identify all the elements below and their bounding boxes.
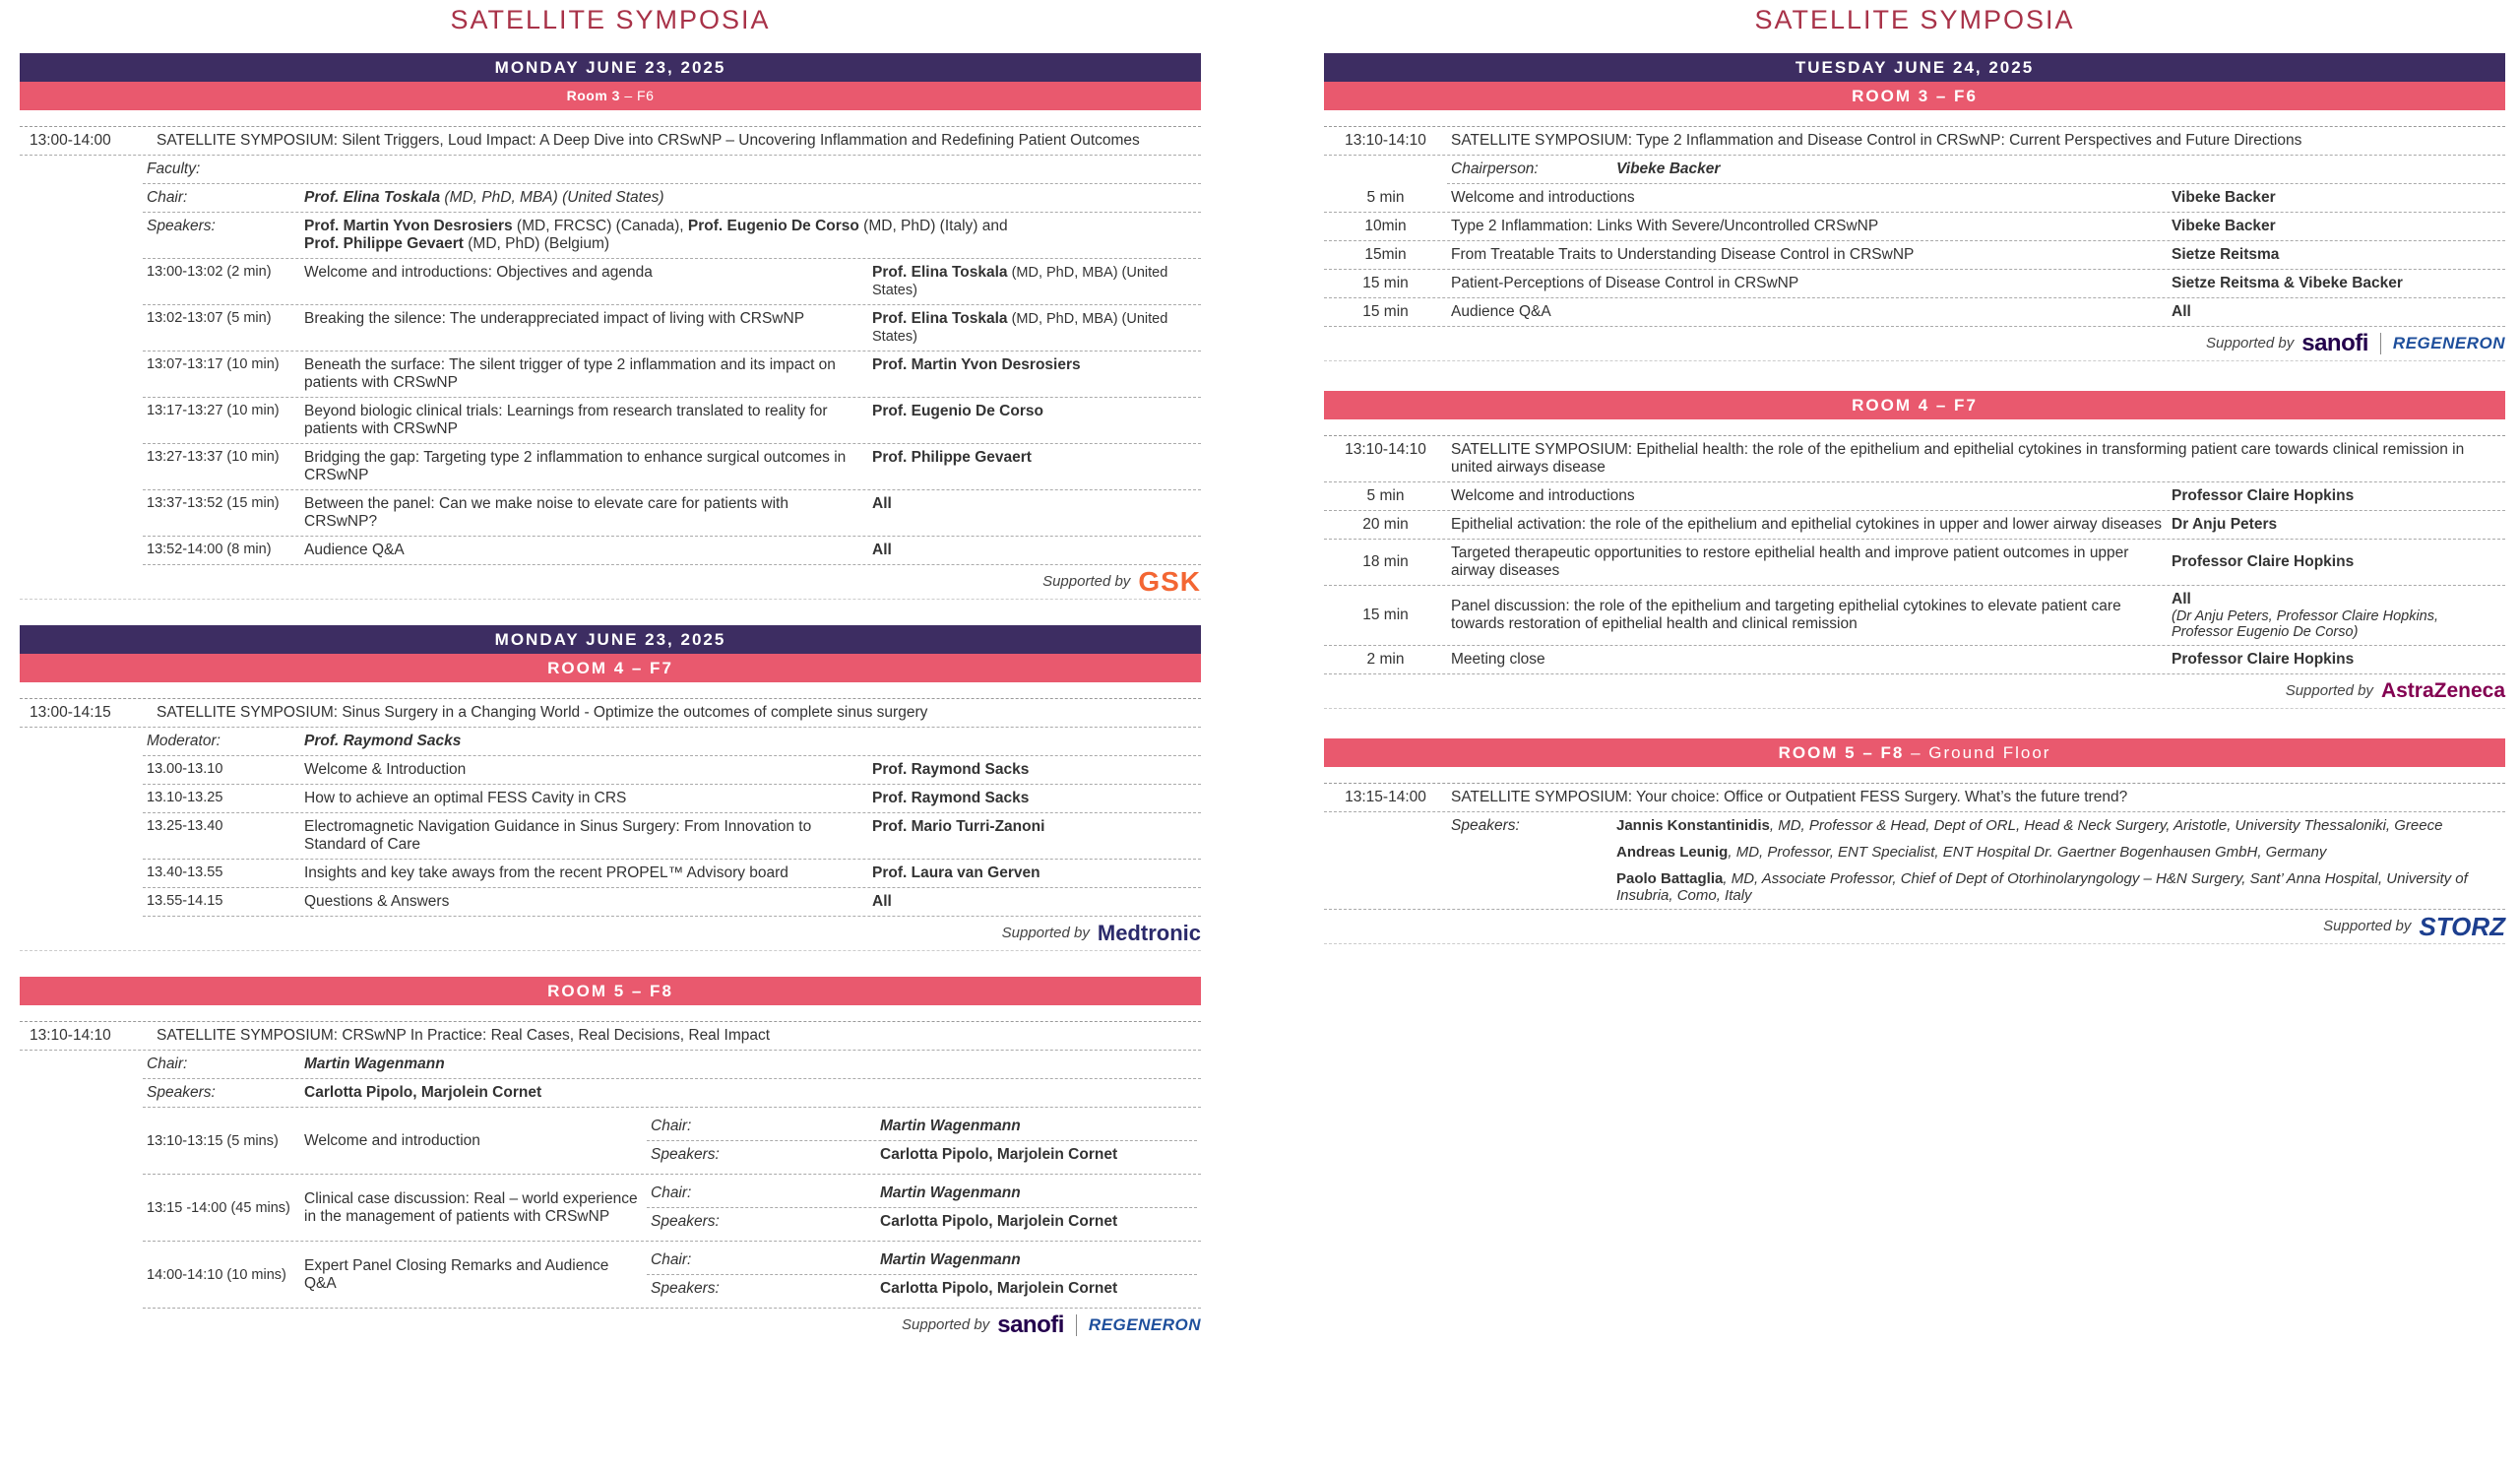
- agenda-speaker: All: [2172, 303, 2191, 320]
- agenda-time: 13.40-13.55: [147, 864, 223, 880]
- agenda-row: [143, 490, 1201, 537]
- right-session-3: [1324, 738, 2505, 944]
- speakers-subrow: [647, 1275, 1197, 1303]
- agenda-time: 2 min: [1366, 651, 1405, 668]
- speaker-name: Jannis Konstantinidis: [1616, 817, 1770, 834]
- speaker-name: Professor Claire Hopkins: [2172, 651, 2355, 668]
- agenda-row: [143, 1175, 1201, 1242]
- speakers-label: Speakers:: [651, 1146, 720, 1163]
- sanofi-logo: sanofi: [2301, 330, 2368, 357]
- speakers-names: Carlotta Pipolo, Marjolein Cornet: [880, 1280, 1118, 1297]
- chair-name: Vibeke Backer: [1616, 160, 1721, 177]
- speakers-label: Speakers:: [147, 1084, 216, 1101]
- sponsor-line: [20, 565, 1201, 600]
- agenda-desc: Epithelial activation: the role of the epithelium and epithelial cytokines in upper and lower airway diseases: [1451, 516, 2163, 533]
- agenda-time: 13:00-13:02 (2 min): [147, 264, 272, 280]
- chair-row: [143, 184, 1201, 213]
- agenda-desc: Type 2 Inflammation: Links With Severe/Uncontrolled CRSwNP: [1451, 218, 1879, 234]
- session-header: [20, 127, 1201, 156]
- agenda-time: 5 min: [1366, 189, 1405, 206]
- session-table: [20, 1021, 1201, 1309]
- medtronic-logo: Medtronic: [1097, 921, 1201, 946]
- room-label: Room 3: [566, 88, 620, 103]
- session-title: SATELLITE SYMPOSIUM: CRSwNP In Practice: Real Cases, Real Decisions, Real Impact: [157, 1027, 771, 1044]
- agenda-row: [1324, 184, 2505, 213]
- agenda-speaker: Prof. Laura van Gerven: [872, 864, 1040, 881]
- agenda-row: [143, 398, 1201, 444]
- regeneron-logo: REGENERON: [1088, 1315, 1201, 1335]
- session-title: SATELLITE SYMPOSIUM: Silent Triggers, Loud Impact: A Deep Dive into CRSwNP – Uncovering Inflammation and Redefining Patient Outcomes: [157, 132, 1140, 149]
- agenda-desc: Between the panel: Can we make noise to elevate care for patients with CRSwNP?: [304, 495, 788, 530]
- agenda-desc: Audience Q&A: [304, 542, 405, 558]
- sponsor-line: [1324, 327, 2505, 361]
- agenda-time: 15 min: [1362, 303, 1409, 320]
- agenda-row: [1324, 298, 2505, 327]
- speakers-names: Carlotta Pipolo, Marjolein Cornet: [880, 1146, 1118, 1163]
- session-table: [1324, 783, 2505, 909]
- agenda-row: [1324, 646, 2505, 674]
- gsk-logo: GSK: [1138, 566, 1201, 598]
- session-title: SATELLITE SYMPOSIUM: Epithelial health: the role of the epithelium and epithelial cytokines in transforming patient care towards clinical remission in united airways disease: [1451, 441, 2465, 476]
- agenda-desc: Audience Q&A: [1451, 303, 1551, 320]
- speaker-name: Prof. Philippe Gevaert: [872, 449, 1032, 466]
- session-table: [1324, 126, 2505, 327]
- moderator-label: Moderator:: [147, 733, 220, 749]
- supported-by-label: Supported by: [2323, 918, 2412, 934]
- agenda-time: 15 min: [1362, 607, 1409, 623]
- speaker-entry: [1612, 865, 2505, 909]
- agenda-time: 13:52-14:00 (8 min): [147, 542, 272, 557]
- agenda-speaker: [868, 398, 1201, 443]
- speaker-name: Professor Claire Hopkins: [2172, 487, 2355, 504]
- logo-divider: [2380, 333, 2381, 354]
- agenda-speaker: [868, 537, 1201, 564]
- speakers-names: Carlotta Pipolo, Marjolein Cornet: [880, 1213, 1118, 1230]
- agenda-time: 13:27-13:37 (10 min): [147, 449, 280, 465]
- speakers-subrow: [647, 1141, 1197, 1169]
- speakers-row: [143, 1079, 1201, 1108]
- agenda-roles: [643, 1108, 1201, 1174]
- left-column: [20, 0, 1201, 1342]
- agenda-time: 13:15 -14:00 (45 mins): [147, 1199, 290, 1216]
- supported-by-label: Supported by: [1001, 925, 1090, 941]
- agenda-desc: Questions & Answers: [304, 893, 450, 910]
- agenda-speaker: [2168, 511, 2505, 539]
- speakers-subrow: [647, 1208, 1197, 1236]
- chair-name: Prof. Elina Toskala: [304, 189, 441, 206]
- agenda-speaker: Prof. Raymond Sacks: [872, 761, 1030, 778]
- speakers-label: Speakers:: [1451, 817, 1520, 834]
- speaker-affiliation: (MD, PhD) (Belgium): [463, 235, 610, 252]
- agenda-speaker: [868, 490, 1201, 536]
- agenda-desc: Panel discussion: the role of the epithelium and targeting epithelial cytokines to elevate patient care towards restoration of epithelial health and clinical remission: [1451, 598, 2121, 632]
- agenda-time: 13.00-13.10: [147, 761, 223, 777]
- chair-label: Chair:: [147, 189, 188, 206]
- agenda-desc: Welcome and introductions: [1451, 189, 1635, 206]
- agenda-time: 15 min: [1362, 275, 1409, 291]
- sponsor-line: [20, 1309, 1201, 1342]
- session-time: 13:10-14:10: [1345, 132, 1426, 149]
- chair-row: [143, 1051, 1201, 1079]
- agenda-speaker: [868, 444, 1201, 489]
- chair-label: Chair:: [147, 1055, 188, 1072]
- room-bar: [1324, 738, 2505, 767]
- speaker-name: Professor Claire Hopkins: [2172, 553, 2355, 570]
- agenda-time: 15min: [1364, 246, 1407, 263]
- date-bar: MONDAY JUNE 23, 2025: [20, 53, 1201, 82]
- agenda-time: 5 min: [1366, 487, 1405, 504]
- agenda-time: 20 min: [1362, 516, 1409, 533]
- agenda-time: 13.25-13.40: [147, 818, 223, 834]
- supported-by-label: Supported by: [1042, 573, 1131, 590]
- agenda-speaker: Prof. Mario Turri-Zanoni: [872, 818, 1045, 835]
- sponsor-line: [20, 917, 1201, 951]
- agenda-desc: Patient-Perceptions of Disease Control in CRSwNP: [1451, 275, 1799, 291]
- agenda-row: [143, 259, 1201, 305]
- agenda-desc: Targeted therapeutic opportunities to restore epithelial health and improve patient outcomes in upper airway diseases: [1451, 544, 2129, 579]
- session-table: [20, 126, 1201, 565]
- speakers-label: Speakers:: [651, 1280, 720, 1297]
- agenda-row: [1324, 511, 2505, 540]
- supported-by-label: Supported by: [2206, 335, 2295, 352]
- chair-affiliation: (MD, PhD, MBA) (United States): [440, 189, 664, 206]
- agenda-speaker: Prof. Raymond Sacks: [872, 790, 1030, 806]
- right-session-2: [1324, 391, 2505, 709]
- speaker-affiliation: (MD, PhD, MBA) (United States): [872, 311, 1168, 345]
- room-bar: ROOM 5 – F8: [20, 977, 1201, 1005]
- agenda-desc: Welcome and introductions: Objectives and agenda: [304, 264, 653, 281]
- agenda-desc: Welcome and introduction: [304, 1131, 480, 1149]
- room-bar: [20, 82, 1201, 110]
- sponsor-line: [1324, 674, 2505, 709]
- agenda-row: [1324, 482, 2505, 511]
- session-header: [1324, 436, 2505, 482]
- agenda-speaker: [868, 305, 1201, 351]
- room-sep: –: [619, 88, 638, 103]
- session-title: SATELLITE SYMPOSIUM: Sinus Surgery in a Changing World - Optimize the outcomes of complete sinus surgery: [157, 704, 928, 721]
- agenda-time: 13:37-13:52 (15 min): [147, 495, 280, 511]
- speakers-label: Speakers:: [651, 1213, 720, 1230]
- speaker-name: All: [872, 542, 892, 558]
- session-time: 13:10-14:10: [1345, 441, 1426, 458]
- room-bar: ROOM 4 – F7: [20, 654, 1201, 682]
- agenda-time: 13:17-13:27 (10 min): [147, 403, 280, 418]
- speaker-name: Prof. Philippe Gevaert: [304, 235, 464, 252]
- session-title: SATELLITE SYMPOSIUM: Type 2 Inflammation and Disease Control in CRSwNP: Current Perspectives and Future Directions: [1451, 132, 2302, 149]
- chair-name: Martin Wagenmann: [880, 1251, 1021, 1268]
- chair-label: Chair:: [651, 1184, 692, 1201]
- speaker-name: Prof. Eugenio De Corso: [687, 218, 859, 234]
- session-time: 13:00-14:00: [30, 132, 111, 149]
- left-session-1: [20, 53, 1201, 600]
- session-time: 13:15-14:00: [1345, 789, 1426, 805]
- agenda-row: [143, 813, 1201, 860]
- agenda-row: [143, 1242, 1201, 1309]
- agenda-speaker: [2168, 548, 2505, 576]
- room-bar: ROOM 3 – F6: [1324, 82, 2505, 110]
- speaker-name: Prof. Martin Yvon Desrosiers: [872, 356, 1081, 373]
- agenda-desc: Beyond biologic clinical trials: Learnings from research translated to reality for patients with CRSwNP: [304, 403, 828, 437]
- chair-label: Chairperson:: [1451, 160, 1539, 177]
- agenda-row: [1324, 540, 2505, 586]
- agenda-speaker: All: [872, 893, 892, 910]
- agenda-roles: [643, 1175, 1201, 1241]
- speaker-name: Prof. Elina Toskala: [872, 310, 1008, 327]
- agenda-time: 13:02-13:07 (5 min): [147, 310, 272, 326]
- speaker-affiliation: , MD, Professor & Head, Dept of ORL, Head & Neck Surgery, Aristotle, University Thessaloniki, Greece: [1769, 817, 2443, 834]
- agenda-speaker: Sietze Reitsma: [2172, 246, 2280, 263]
- faculty-row: [143, 156, 1201, 184]
- astrazeneca-logo: AstraZeneca: [2380, 679, 2505, 703]
- agenda-row: [143, 785, 1201, 813]
- left-session-3: [20, 977, 1201, 1342]
- moderator-name: Prof. Raymond Sacks: [304, 733, 462, 749]
- session-time: 13:00-14:15: [30, 704, 111, 721]
- speaker-affiliation: (MD, PhD, MBA) (United States): [872, 265, 1168, 298]
- session-header: [1324, 784, 2505, 812]
- agenda-row: [143, 860, 1201, 888]
- agenda-desc: Electromagnetic Navigation Guidance in Sinus Surgery: From Innovation to Standard of Care: [304, 818, 812, 853]
- agenda-row: [143, 888, 1201, 917]
- agenda-speaker: [2168, 482, 2505, 510]
- speakers-label: Speakers:: [147, 218, 216, 234]
- left-session-2: [20, 625, 1201, 951]
- speaker-name: Dr Anju Peters: [2172, 516, 2278, 533]
- session-header: [1324, 127, 2505, 156]
- room-suffix: – Ground Floor: [1904, 743, 2051, 762]
- moderator-row: [143, 728, 1201, 756]
- chair-label: Chair:: [651, 1118, 692, 1134]
- agenda-speaker: Vibeke Backer: [2172, 218, 2276, 234]
- session-header: [20, 699, 1201, 728]
- room-code: F6: [637, 88, 655, 103]
- sponsor-line: [1324, 909, 2505, 944]
- agenda-time: 13:07-13:17 (10 min): [147, 356, 280, 372]
- speaker-name: Paolo Battaglia: [1616, 870, 1724, 887]
- agenda-desc: Expert Panel Closing Remarks and Audience Q&A: [304, 1256, 609, 1292]
- agenda-desc: Breaking the silence: The underappreciated impact of living with CRSwNP: [304, 310, 805, 327]
- room-bar: ROOM 4 – F7: [1324, 391, 2505, 419]
- speakers-names: Carlotta Pipolo, Marjolein Cornet: [304, 1084, 542, 1101]
- agenda-speaker: [2168, 586, 2505, 645]
- session-table: [20, 698, 1201, 917]
- session-table: [1324, 435, 2505, 674]
- agenda-row: [1324, 270, 2505, 298]
- agenda-speaker: Sietze Reitsma & Vibeke Backer: [2172, 275, 2403, 291]
- speaker-name: All: [2172, 591, 2191, 608]
- session-header: [20, 1022, 1201, 1051]
- agenda-time: 13.10-13.25: [147, 790, 223, 805]
- session-title: SATELLITE SYMPOSIUM: Your choice: Office or Outpatient FESS Surgery. What’s the future trend?: [1451, 789, 2128, 805]
- faculty-label: Faculty:: [147, 160, 201, 177]
- right-session-1: [1324, 53, 2505, 361]
- agenda-roles: [643, 1242, 1201, 1308]
- chair-name: Martin Wagenmann: [304, 1055, 445, 1072]
- chair-subrow: [647, 1180, 1197, 1208]
- agenda-row: [1324, 213, 2505, 241]
- agenda-speaker: [868, 352, 1201, 397]
- agenda-row: [143, 756, 1201, 785]
- agenda-time: 10min: [1364, 218, 1407, 234]
- agenda-desc: Insights and key take aways from the recent PROPEL™ Advisory board: [304, 864, 788, 881]
- supported-by-label: Supported by: [902, 1316, 990, 1333]
- agenda-speaker: Vibeke Backer: [2172, 189, 2276, 206]
- agenda-desc: Clinical case discussion: Real – world experience in the management of patients with CRSwNP: [304, 1189, 638, 1225]
- agenda-row: [1324, 586, 2505, 646]
- date-bar: TUESDAY JUNE 24, 2025: [1324, 53, 2505, 82]
- agenda-desc: Welcome & Introduction: [304, 761, 467, 778]
- session-time: 13:10-14:10: [30, 1027, 111, 1044]
- chair-subrow: [647, 1247, 1197, 1275]
- speakers-row: [1447, 812, 2505, 909]
- agenda-row: [143, 1108, 1201, 1175]
- sanofi-logo: sanofi: [997, 1311, 1064, 1339]
- speakers-row: [143, 213, 1201, 259]
- speaker-affiliation: (MD, PhD) (Italy) and: [858, 218, 1008, 234]
- agenda-row: [143, 537, 1201, 565]
- speaker-note: (Dr Anju Peters, Professor Claire Hopkins, Professor Eugenio De Corso): [2172, 608, 2439, 640]
- speaker-name: All: [872, 495, 892, 512]
- speaker-entry: [1612, 839, 2505, 865]
- right-column: [1324, 0, 2505, 944]
- agenda-time: 13.55-14.15: [147, 893, 223, 909]
- chair-row: [1447, 156, 2505, 184]
- speaker-name: Prof. Martin Yvon Desrosiers: [304, 218, 513, 234]
- regeneron-logo: REGENERON: [2392, 334, 2505, 353]
- storz-logo: STORZ: [2419, 912, 2505, 942]
- agenda-desc: Welcome and introductions: [1451, 487, 1635, 504]
- speaker-affiliation: (MD, FRCSC) (Canada),: [512, 218, 688, 234]
- agenda-time: 14:00-14:10 (10 mins): [147, 1266, 286, 1283]
- speaker-name: Prof. Elina Toskala: [872, 264, 1008, 281]
- agenda-desc: Meeting close: [1451, 651, 1545, 668]
- supported-by-label: Supported by: [2285, 682, 2373, 699]
- speaker-name: Andreas Leunig: [1616, 844, 1729, 861]
- agenda-desc: How to achieve an optimal FESS Cavity in CRS: [304, 790, 627, 806]
- date-bar: MONDAY JUNE 23, 2025: [20, 625, 1201, 654]
- chair-name: Martin Wagenmann: [880, 1184, 1021, 1201]
- agenda-speaker: [868, 259, 1201, 304]
- chair-subrow: [647, 1113, 1197, 1141]
- agenda-time: 13:10-13:15 (5 mins): [147, 1132, 279, 1149]
- agenda-desc: From Treatable Traits to Understanding Disease Control in CRSwNP: [1451, 246, 1915, 263]
- speaker-entry: [1612, 812, 2505, 839]
- speaker-affiliation: , MD, Professor, ENT Specialist, ENT Hospital Dr. Gaertner Bogenhausen GmbH, Germany: [1728, 844, 2327, 861]
- page-title: SATELLITE SYMPOSIA: [1754, 5, 2075, 34]
- speakers-list: [1612, 812, 2505, 909]
- agenda-row: [1324, 241, 2505, 270]
- agenda-row: [143, 444, 1201, 490]
- chair-name: Martin Wagenmann: [880, 1118, 1021, 1134]
- page-title: SATELLITE SYMPOSIA: [450, 5, 771, 34]
- logo-divider: [1076, 1314, 1077, 1336]
- speaker-affiliation: , MD, Associate Professor, Chief of Dept of Otorhinolaryngology – H&N Surgery, Sant’ Anna Hospital, University of Insubria, Como, Italy: [1616, 870, 2468, 904]
- speaker-name: Prof. Eugenio De Corso: [872, 403, 1043, 419]
- agenda-row: [143, 305, 1201, 352]
- chair-label: Chair:: [651, 1251, 692, 1268]
- agenda-speaker: [2168, 646, 2505, 673]
- agenda-row: [143, 352, 1201, 398]
- agenda-desc: Beneath the surface: The silent trigger of type 2 inflammation and its impact on patients with CRSwNP: [304, 356, 836, 391]
- agenda-time: 18 min: [1362, 553, 1409, 570]
- agenda-desc: Bridging the gap: Targeting type 2 inflammation to enhance surgical outcomes in CRSwNP: [304, 449, 847, 483]
- room-label: ROOM 5 – F8: [1778, 743, 1905, 762]
